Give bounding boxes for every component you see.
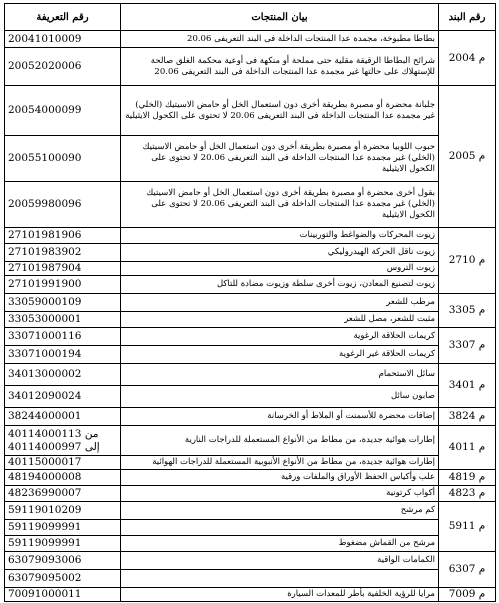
tariff-number-cell: 20054000099 <box>5 86 121 136</box>
item-number-cell: م 6307 <box>439 552 496 588</box>
tariff-number-cell: 27101981906 <box>5 228 121 244</box>
table-row <box>5 470 496 486</box>
tariff-number-cell: 33071000194 <box>5 346 121 364</box>
item-number-cell: م 7009 <box>439 588 496 602</box>
tariff-number-cell: 34013000002 <box>5 364 121 386</box>
item-number-cell: م 3307 <box>439 328 496 364</box>
product-description-cell: أكواب كرتونية <box>121 486 439 502</box>
product-description-cell: زيوت لتصنيع المعادن، زيوت أخرى سلطة وزيوت مضادة للتاكل <box>121 276 439 294</box>
table-row <box>5 364 496 386</box>
table-row <box>5 520 496 536</box>
tariff-number-cell: 20059980096 <box>5 182 121 228</box>
table-row <box>5 426 496 456</box>
product-description-cell: زيوت التروس <box>121 262 439 276</box>
tariff-number-cell: 27101987904 <box>5 262 121 276</box>
tariff-number-cell: 20041010009 <box>5 31 121 48</box>
product-description-cell: مثبت للشعر، مصل للشعر <box>121 312 439 328</box>
product-description-cell: علب وأكياس الحفظ الأوراق والملفات ورقية <box>121 470 439 486</box>
table-row <box>5 346 496 364</box>
tariff-number-cell: 70091000011 <box>5 588 121 602</box>
product-description-cell: كريمات الحلاقة غير الرغوية <box>121 346 439 364</box>
item-number-cell: م 3305 <box>439 294 496 328</box>
product-description-cell <box>121 520 439 536</box>
table-row <box>5 552 496 570</box>
tariff-number-cell: 38244000001 <box>5 408 121 426</box>
product-description-cell: كريمات الحلاقة الرغوية <box>121 328 439 346</box>
tariff-number-cell: 63079093006 <box>5 552 121 570</box>
item-number-cell: م 3824 <box>439 408 496 426</box>
table-row <box>5 386 496 408</box>
tariff-number-cell: 59119099991 <box>5 536 121 552</box>
product-description-cell: الكمامات الواقية <box>121 552 439 570</box>
tariff-number-cell: 20055100090 <box>5 136 121 182</box>
item-number-cell: م 2710 <box>439 228 496 294</box>
tariff-number-cell: 40115000017 <box>5 456 121 470</box>
header-item-number: رقم البند <box>439 4 496 31</box>
item-number-cell: م 3401 <box>439 364 496 408</box>
product-description-cell: إضافات محضرة للأسمنت أو الملاط أو الخرسانة <box>121 408 439 426</box>
product-description-cell: جلبانة محضرة أو مصبرة بطريقة أخرى دون استعمال الخل أو حامض الاسيتيك (الخلي) غير مجمدة عدا المنتجات الداخلة فى البند التعريفى 20.06 لا تحتوى على الكحول الايثيلية <box>121 86 439 136</box>
table-body <box>5 31 496 602</box>
tariff-number-cell: 33059000109 <box>5 294 121 312</box>
tariff-number-cell: 48236990007 <box>5 486 121 502</box>
tariff-number-cell: 27101991900 <box>5 276 121 294</box>
header-tariff-number: رقم التعريفة <box>5 4 121 31</box>
tariff-table <box>4 3 496 602</box>
tariff-number-cell: 33071000116 <box>5 328 121 346</box>
table-row <box>5 228 496 244</box>
table-row <box>5 294 496 312</box>
item-number-cell: م 2004 <box>439 31 496 86</box>
product-description-cell: سائل الاستحمام <box>121 364 439 386</box>
table-row <box>5 588 496 602</box>
tariff-number-cell: 48194000008 <box>5 470 121 486</box>
product-description-cell: كم مرشح <box>121 502 439 520</box>
header-product-description: بيان المنتجات <box>121 4 439 31</box>
table-row <box>5 486 496 502</box>
product-description-cell: حبوب اللوبيا محضرة أو مصبرة بطريقة أخرى دون استعمال الخل أو حامض الاسيتيك (الخلي) غير مجمدة عدا المنتجات الداخلة فى البند التعريفى 20.06 لا تحتوى على الكحول الايثيلية <box>121 136 439 182</box>
tariff-number-cell: 33053000001 <box>5 312 121 328</box>
product-description-cell: بطاطا مطبوخة، مجمدة عدا المنتجات الداخلة فى البند التعريفى 20.06 <box>121 31 439 48</box>
tariff-number-cell: 59119010209 <box>5 502 121 520</box>
table-row <box>5 86 496 136</box>
product-description-cell: بقول أخرى محضرة أو مصبرة بطريقة أخرى دون استعمال الخل أو حامض الاسيتيك (الخلي) غير مجمدة عدا المنتجات الداخلة فى البند التعريفى 20.06 لا تحتوى على الكحول الايثيلية <box>121 182 439 228</box>
table-row <box>5 262 496 276</box>
item-number-cell: م 4819 <box>439 470 496 486</box>
product-description-cell: مرطب للشعر <box>121 294 439 312</box>
table-row <box>5 182 496 228</box>
tariff-number-cell: 63079095002 <box>5 570 121 588</box>
product-description-cell: مرايا للرؤية الخلفية بأطر للمعدات السيارة <box>121 588 439 602</box>
tariff-number-cell: 34012090024 <box>5 386 121 408</box>
item-number-cell: م 2005 <box>439 86 496 228</box>
table-row <box>5 502 496 520</box>
item-number-cell: م 4011 <box>439 426 496 470</box>
product-description-cell: مرشح من القماش مضغوط <box>121 536 439 552</box>
table-row <box>5 408 496 426</box>
tariff-number-cell: 59119099991 <box>5 520 121 536</box>
tariff-number-cell: 20052020006 <box>5 48 121 86</box>
header-row <box>5 4 496 31</box>
table-row <box>5 276 496 294</box>
product-description-cell: إطارات هوائية جديدة، من مطاط من الأنواع الأنبوبية المستعملة للدراجات الهوائية <box>121 456 439 470</box>
product-description-cell: صابون سائل <box>121 386 439 408</box>
table-row <box>5 244 496 262</box>
product-description-cell: إطارات هوائية جديدة، من مطاط من الأنواع المستعملة للدراجات النارية <box>121 426 439 456</box>
item-number-cell: م 4823 <box>439 486 496 502</box>
tariff-number-cell: 40114000113 من 40114000997 إلى <box>5 426 121 456</box>
table-row <box>5 312 496 328</box>
table-row <box>5 328 496 346</box>
product-description-cell <box>121 570 439 588</box>
table-row <box>5 136 496 182</box>
table-row <box>5 536 496 552</box>
product-description-cell: زيوت المحركات والضواغط والتوربينات <box>121 228 439 244</box>
product-description-cell: زيوت ناقل الحركة الهيدروليكي <box>121 244 439 262</box>
product-description-cell: شرائح البطاطا الرقيقة مقلية حتى مملحة أو منكهة فى أوعية محكمة الغلق صالحة للإستهلاك على حالتها غير مجمدة عدا المنتجات الداخلة فى البند التعريفى 20.06 <box>121 48 439 86</box>
table-row <box>5 31 496 48</box>
item-number-cell: م 5911 <box>439 502 496 552</box>
table-row <box>5 570 496 588</box>
tariff-number-cell: 27101983902 <box>5 244 121 262</box>
table-row <box>5 456 496 470</box>
table-row <box>5 48 496 86</box>
